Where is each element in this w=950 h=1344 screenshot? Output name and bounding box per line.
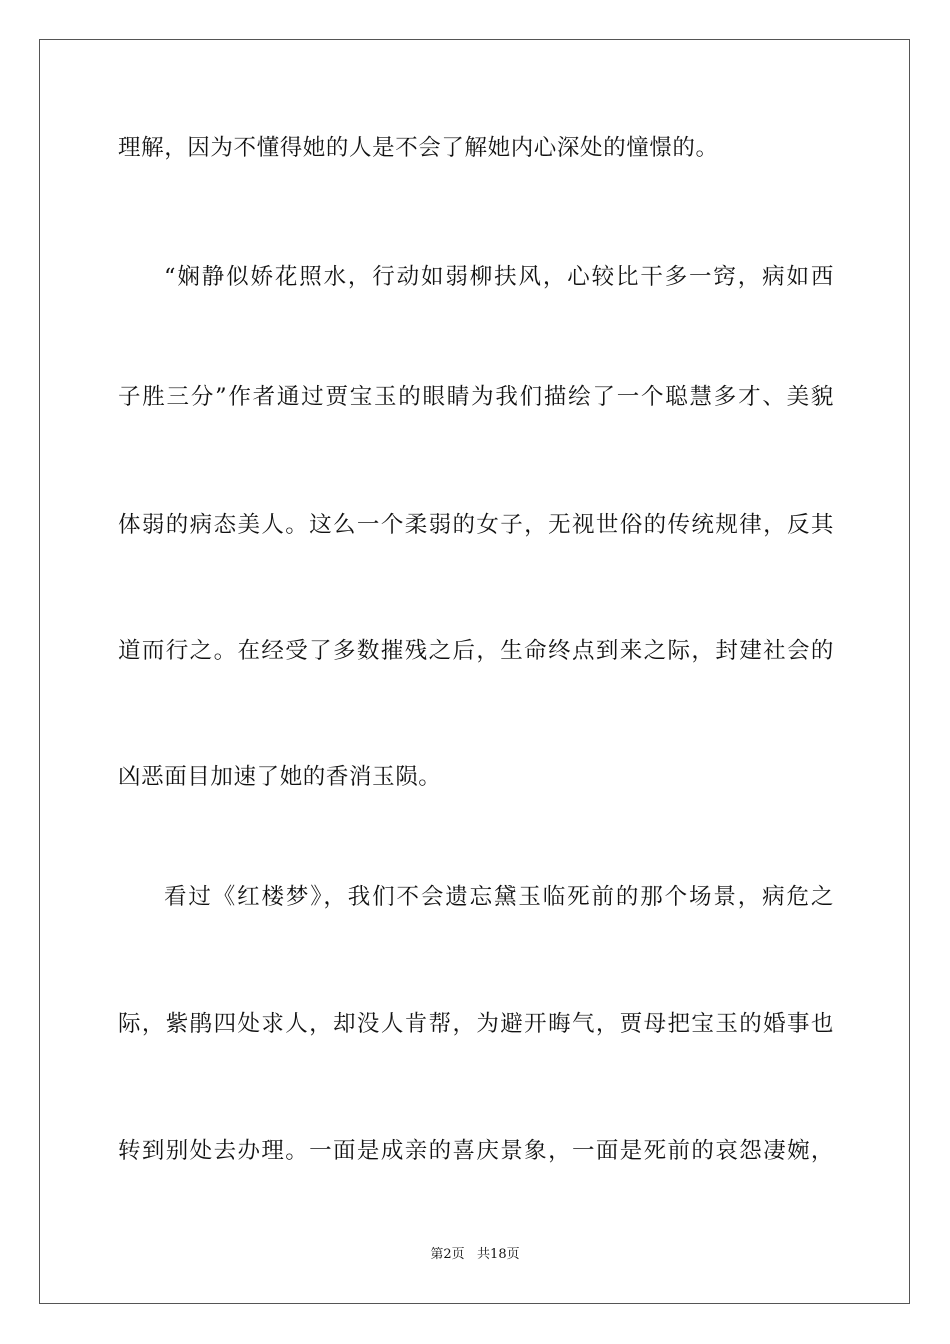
text-line-2: “娴静似娇花照水，行动如弱柳扶风，心较比干多一窍，病如西 (164, 264, 834, 290)
text-line-7: 看过《红楼梦》，我们不会遗忘黛玉临死前的那个场景，病危之 (164, 884, 834, 910)
text-line-3: 子胜三分”作者通过贾宝玉的眼睛为我们描绘了一个聪慧多才、美貌 (118, 384, 834, 410)
text-line-1: 理解，因为不懂得她的人是不会了解她内心深处的憧憬的。 (118, 135, 719, 161)
text-line-6: 凶恶面目加速了她的香消玉陨。 (118, 764, 442, 790)
text-line-8: 际，紫鹃四处求人，却没人肯帮，为避开晦气，贾母把宝玉的婚事也 (118, 1011, 834, 1037)
page-number-footer: 第2页 共18页 (430, 1247, 520, 1262)
text-line-5: 道而行之。在经受了多数摧残之后，生命终点到来之际，封建社会的 (118, 638, 834, 664)
text-line-4: 体弱的病态美人。这么一个柔弱的女子，无视世俗的传统规律，反其 (118, 512, 834, 538)
page-border (39, 39, 910, 1304)
text-line-9: 转到别处去办理。一面是成亲的喜庆景象，一面是死前的哀怨凄婉， (118, 1138, 834, 1164)
